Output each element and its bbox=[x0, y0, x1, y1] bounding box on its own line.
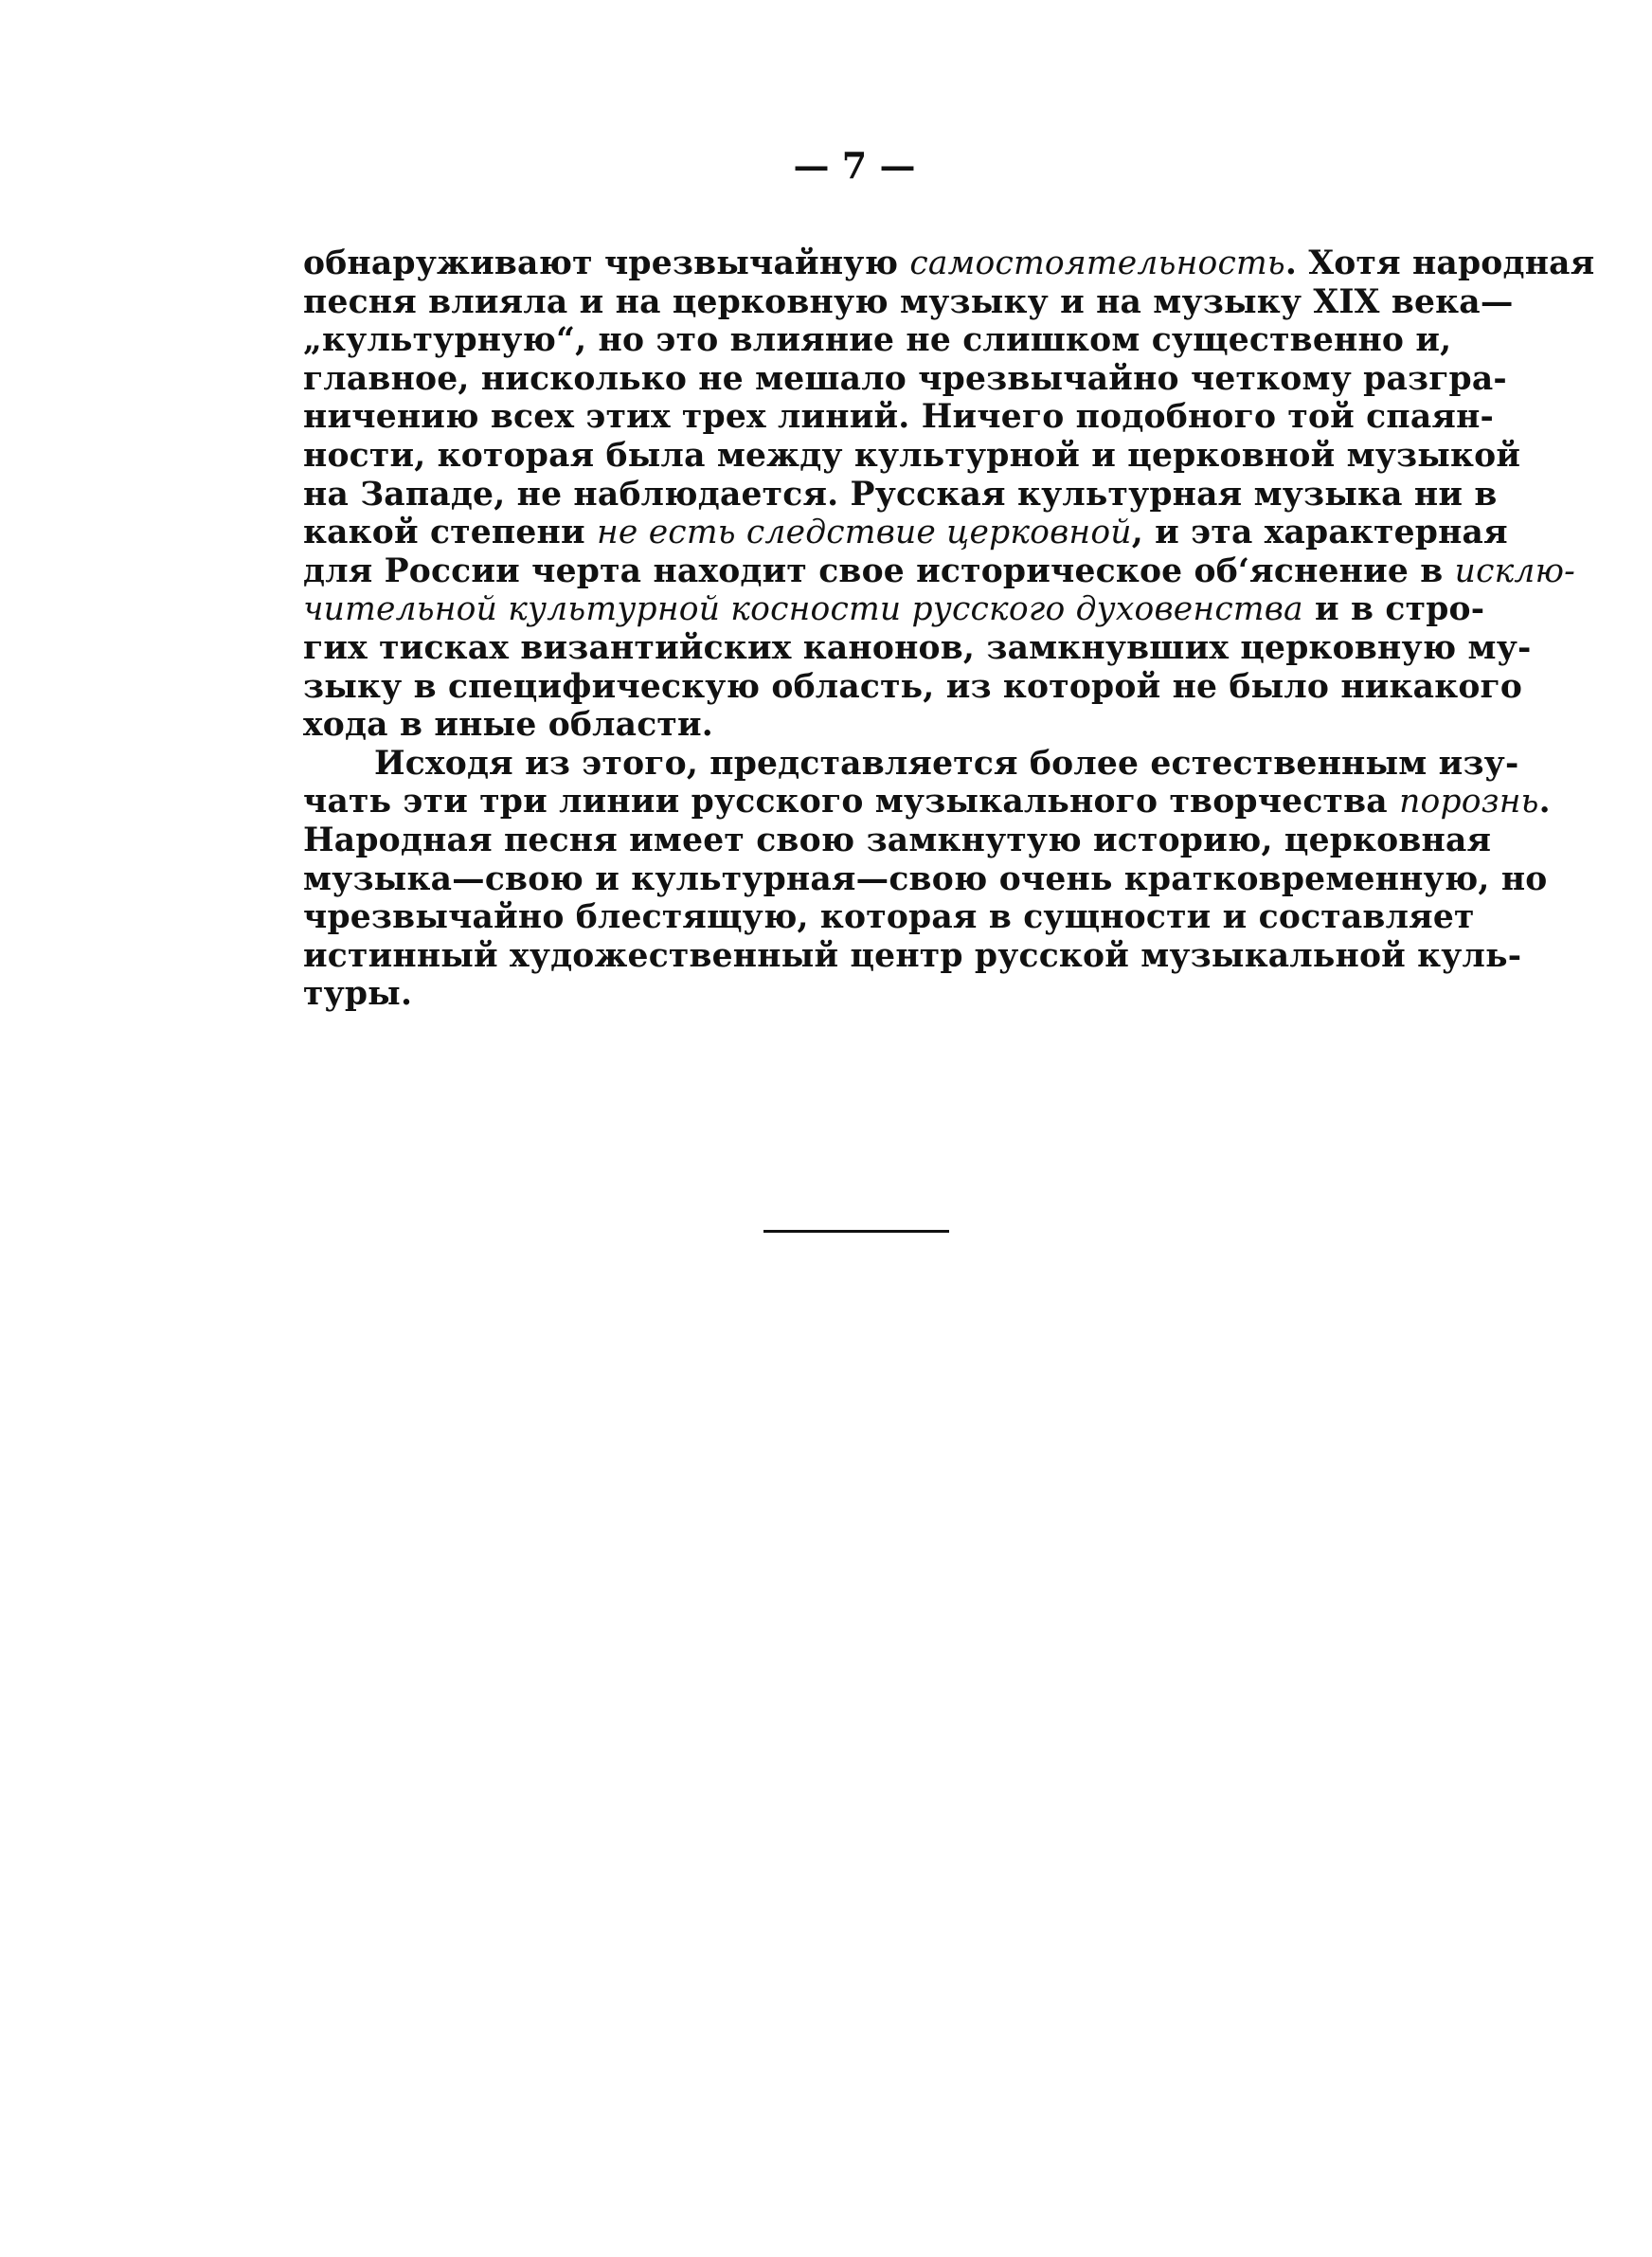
text-segment: чать эти три линии русского музыкального творчества bbox=[303, 783, 1400, 822]
text-segment: туры. bbox=[303, 975, 413, 1014]
text-line bbox=[303, 706, 1421, 745]
text-segment: песня влияла и на церковную музыку и на музыку XIX века— bbox=[303, 282, 1514, 321]
text-line bbox=[303, 898, 1475, 937]
text-line bbox=[303, 744, 1519, 784]
italic-text: чительной культурной косности русского духовенства bbox=[303, 590, 1303, 629]
text-segment: „культурную“, но это влияние не слишком существенно и, bbox=[303, 321, 1452, 360]
text-segment: гих тисках византийских канонов, замкнувших церковную му- bbox=[303, 628, 1532, 667]
text-line bbox=[303, 590, 1485, 629]
text-line bbox=[303, 398, 1495, 437]
page-number: — 7 — bbox=[793, 144, 916, 187]
text-segment: и в стро- bbox=[1302, 590, 1485, 629]
text-segment: обнаруживают чрезвычайную bbox=[303, 244, 910, 282]
text-line bbox=[303, 975, 1421, 1014]
text-segment: какой степени bbox=[303, 514, 597, 552]
text-segment: . bbox=[1538, 783, 1551, 822]
text-line bbox=[303, 936, 1522, 976]
text-line bbox=[303, 667, 1523, 707]
text-line bbox=[303, 359, 1507, 399]
text-line bbox=[303, 551, 1575, 591]
text-segment: истинный художественный центр русской музыкальной куль- bbox=[303, 936, 1522, 975]
text-segment: . Хотя народная bbox=[1284, 244, 1595, 282]
paragraph bbox=[303, 744, 1551, 1014]
text-line bbox=[303, 628, 1532, 668]
text-line bbox=[303, 821, 1492, 860]
text-segment: , и эта характерная bbox=[1131, 514, 1508, 552]
italic-text: самостоятельность bbox=[909, 244, 1285, 282]
italic-text: исклю- bbox=[1454, 551, 1575, 590]
text-segment: хода в иные области. bbox=[303, 706, 713, 745]
body-text bbox=[303, 244, 1595, 1014]
text-line bbox=[303, 321, 1452, 360]
paragraph bbox=[303, 244, 1595, 745]
end-rule-divider bbox=[763, 1230, 949, 1233]
text-line bbox=[303, 514, 1508, 552]
text-segment: чрезвычайно блестящую, которая в сущности и составляет bbox=[303, 898, 1475, 937]
text-line bbox=[303, 475, 1498, 515]
text-line bbox=[303, 282, 1514, 322]
text-segment: ности, которая была между культурной и церковной музыкой bbox=[303, 436, 1521, 475]
text-segment: зыку в специфическую область, из которой не было никакого bbox=[303, 667, 1523, 706]
text-segment: на Западе, не наблюдается. Русская культурная музыка ни в bbox=[303, 475, 1498, 514]
text-line bbox=[303, 244, 1595, 283]
text-segment: главное, нисколько не мешало чрезвычайно четкому разгра- bbox=[303, 359, 1507, 398]
text-segment: ничению всех этих трех линий. Ничего подобного той спаян- bbox=[303, 398, 1495, 437]
text-line bbox=[303, 436, 1521, 476]
text-segment: Исходя из этого, представляется более естественным изу- bbox=[374, 744, 1519, 783]
text-line bbox=[303, 859, 1548, 899]
text-segment: для России черта находит свое историческое об‘яснение в bbox=[303, 551, 1455, 590]
text-segment: Народная песня имеет свою замкнутую историю, церковная bbox=[303, 821, 1492, 859]
italic-text: порознь bbox=[1399, 783, 1539, 822]
text-segment: музыка—свою и культурная—свою очень кратковременную, но bbox=[303, 859, 1548, 898]
text-line bbox=[303, 783, 1551, 822]
italic-text: не есть следствие церковной bbox=[596, 514, 1132, 552]
